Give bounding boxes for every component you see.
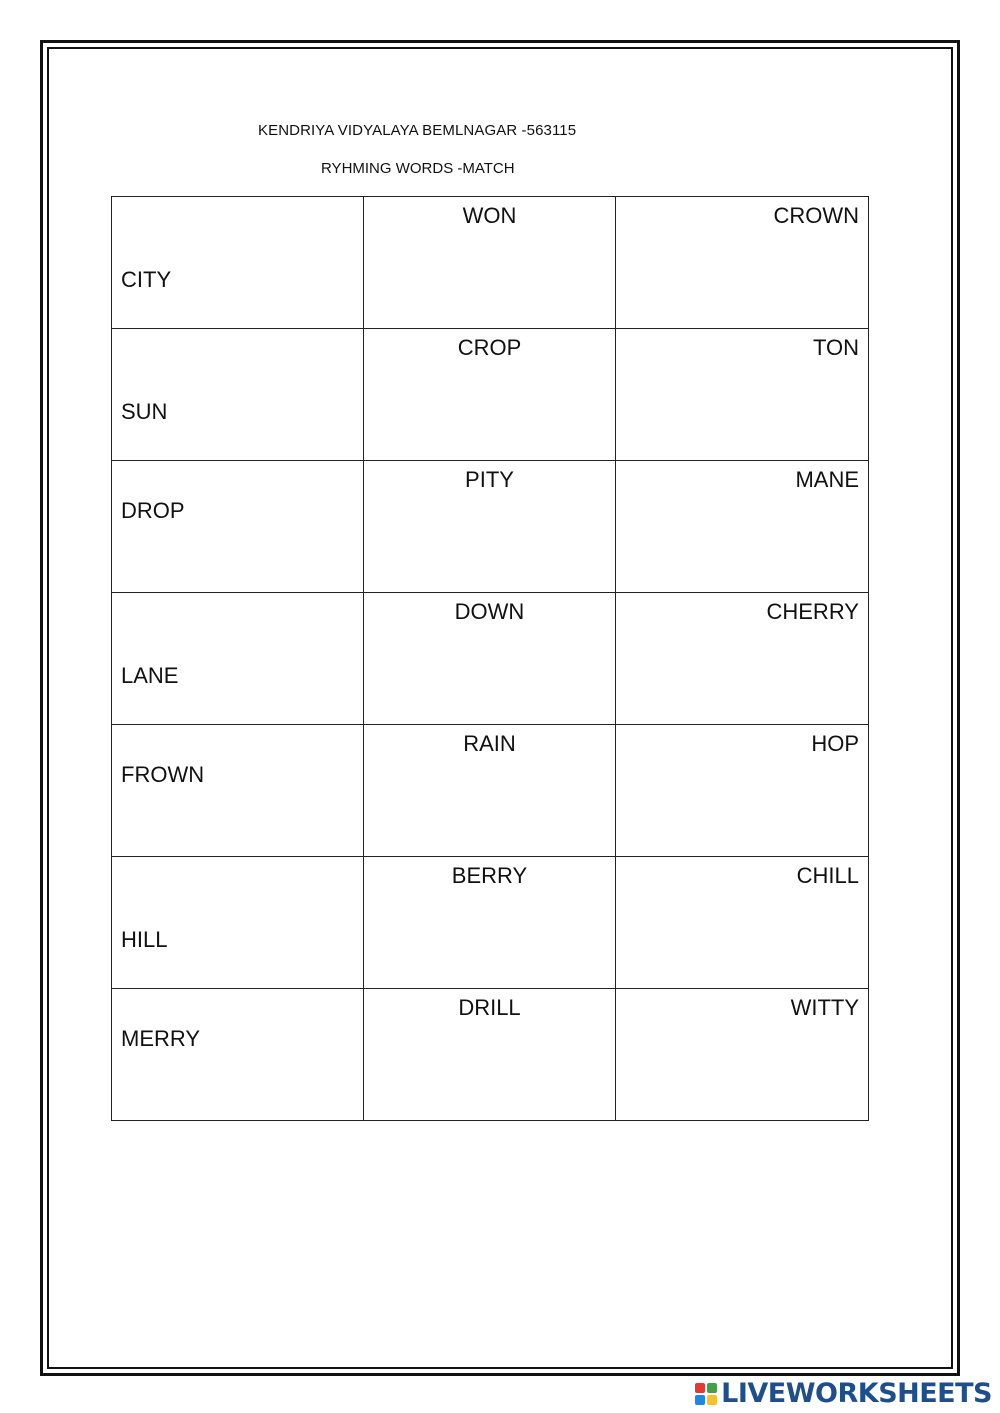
middle-word: WON: [462, 203, 517, 228]
logo-square: [707, 1395, 717, 1405]
middle-word-cell[interactable]: [364, 197, 616, 329]
right-word-cell[interactable]: [616, 329, 869, 461]
logo-square: [707, 1383, 717, 1393]
middle-word: DOWN: [454, 599, 525, 624]
liveworksheets-logo-icon: [695, 1383, 717, 1405]
right-word: HOP: [811, 731, 859, 756]
middle-word-cell[interactable]: [364, 857, 616, 989]
rhyming-match-table: [111, 196, 869, 1121]
right-word: CROWN: [773, 203, 859, 228]
table-row: [112, 857, 869, 989]
left-word: CITY: [121, 267, 172, 292]
right-word: CHILL: [796, 863, 859, 888]
middle-word: DRILL: [458, 995, 521, 1020]
left-word: DROP: [121, 498, 185, 523]
table-row: [112, 593, 869, 725]
left-word-cell[interactable]: [112, 197, 364, 329]
left-word-cell[interactable]: [112, 857, 364, 989]
middle-word-cell[interactable]: [364, 461, 616, 593]
logo-square: [695, 1383, 705, 1393]
right-word-cell[interactable]: [616, 725, 869, 857]
table-row: [112, 197, 869, 329]
right-word: TON: [812, 335, 859, 360]
table-row: [112, 329, 869, 461]
left-word-cell[interactable]: [112, 461, 364, 593]
left-word-cell[interactable]: [112, 593, 364, 725]
table-row: [112, 461, 869, 593]
right-word: MANE: [795, 467, 859, 492]
left-word-cell[interactable]: [112, 989, 364, 1121]
middle-word-cell[interactable]: [364, 989, 616, 1121]
right-word: WITTY: [790, 995, 859, 1020]
left-word: FROWN: [121, 762, 205, 787]
middle-word-cell[interactable]: [364, 593, 616, 725]
worksheet-title: RYHMING WORDS -MATCH: [321, 160, 515, 177]
middle-word: RAIN: [463, 731, 516, 756]
logo-square: [695, 1395, 705, 1405]
middle-word: CROP: [457, 335, 522, 360]
right-word: CHERRY: [766, 599, 859, 624]
middle-word-cell[interactable]: [364, 725, 616, 857]
right-word-cell[interactable]: [616, 989, 869, 1121]
brand-name: LIVEWORKSHEETS: [721, 1378, 992, 1409]
liveworksheets-brand[interactable]: [695, 1378, 992, 1409]
right-word-cell[interactable]: [616, 593, 869, 725]
left-word: LANE: [121, 663, 179, 688]
table-row: [112, 725, 869, 857]
left-word: HILL: [121, 927, 168, 952]
left-word: SUN: [121, 399, 168, 424]
middle-word: PITY: [465, 467, 514, 492]
table-row: [112, 989, 869, 1121]
left-word: MERRY: [121, 1026, 201, 1051]
right-word-cell[interactable]: [616, 461, 869, 593]
left-word-cell[interactable]: [112, 329, 364, 461]
middle-word-cell[interactable]: [364, 329, 616, 461]
middle-word: BERRY: [451, 863, 528, 888]
left-word-cell[interactable]: [112, 725, 364, 857]
right-word-cell[interactable]: [616, 197, 869, 329]
school-title: KENDRIYA VIDYALAYA BEMLNAGAR -563115: [258, 122, 577, 139]
right-word-cell[interactable]: [616, 857, 869, 989]
